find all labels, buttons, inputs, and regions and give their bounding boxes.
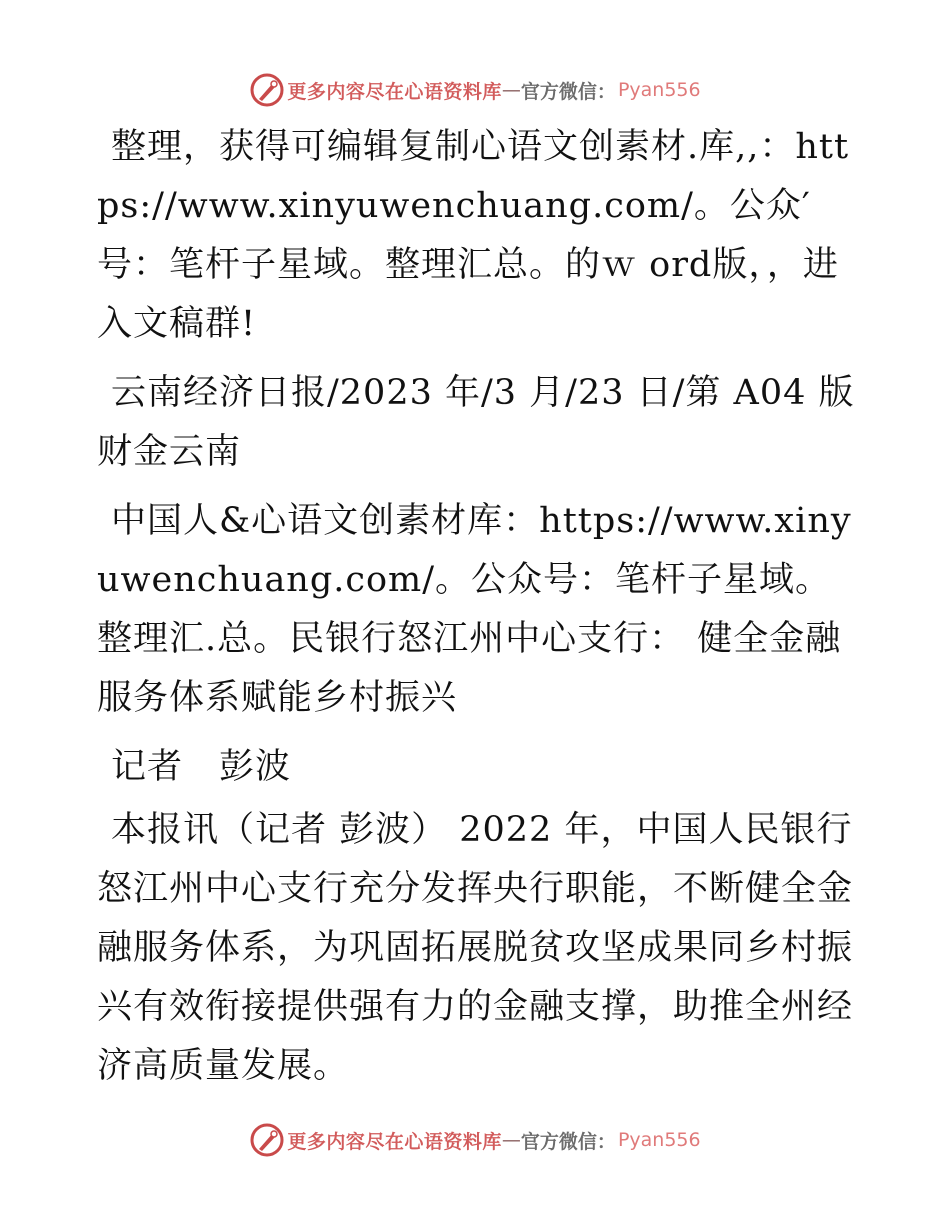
- document-body: [97, 118, 867, 1106]
- watermark-sub-text: 官方微信：: [520, 1130, 616, 1153]
- watermark-dash: —: [501, 79, 521, 101]
- watermark-sub-text: 官方微信：: [520, 80, 616, 103]
- source-line: 云南经济日报/2023 年/3 月/23 日/第 A04 版财金云南: [97, 373, 855, 472]
- intro-paragraph: 整理，获得可编辑复制心语文创素材.库,,：https://www.xinyuwenchuang.com/。公众′号：笔杆子星域。整理汇总。的ｗ ord版，，进入文稿群!: [97, 127, 850, 344]
- watermark-wechat-id: Pyan556: [617, 79, 701, 101]
- watermark-wechat-id: Pyan556: [617, 1129, 701, 1151]
- headline-paragraph: 中国人&心语文创素材库：https://www.xinyuwenchuang.com/。公众号：笔杆子星域。整理汇.总。民银行怒江州中心支行： 健全金融服务体系赋能乡村振兴: [97, 501, 852, 718]
- pen-logo-icon: [249, 1122, 285, 1158]
- pen-logo-icon: [249, 72, 285, 108]
- byline: 记者 彭波: [111, 747, 292, 787]
- body-paragraph: 本报讯（记者 彭波） 2022 年，中国人民银行怒江州中心支行充分发挥央行职能，不断健全金融服务体系，为巩固拓展脱贫攻坚成果同乡村振兴有效衔接提供强有力的金融支撑，助推全州经济高质量发展。: [97, 810, 854, 1086]
- footer-watermark: [0, 1120, 950, 1160]
- watermark-main-text: 更多内容尽在心语资料库: [287, 1130, 502, 1153]
- watermark-dash: —: [501, 1129, 521, 1151]
- watermark-main-text: 更多内容尽在心语资料库: [287, 80, 502, 103]
- header-watermark: [0, 70, 950, 110]
